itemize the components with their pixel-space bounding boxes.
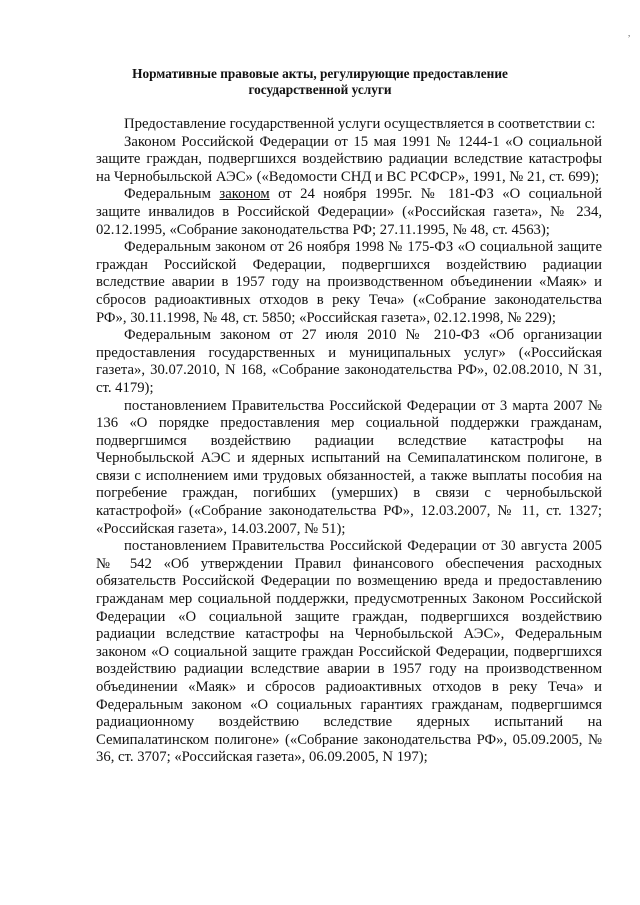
resolution-136-paragraph: постановлением Правительства Российской Федерации от 3 марта 2007 № 136 «О порядке предоставления мер социальной поддержки гражданам, подвергшимся воздействию радиации вследствие катастрофы на Чернобыльской АЭС и ядерных испытаний на Семипалатинском полигоне, в связи с исполнением ими трудовых обязанностей, а также выплаты пособия на погребение граждан, погибших (умерших) в связи с чернобыльской катастрофой» («Собрание законодательства РФ», 12.03.2007, № 11, ст. 1327; «Российская газета», 14.03.2007, № 51); — [96, 397, 602, 537]
title-line-2: государственной услуги — [248, 82, 392, 97]
law-link[interactable]: законом — [219, 186, 270, 203]
law-1244-1-paragraph: Законом Российской Федерации от 15 мая 1991 № 1244-1 «О социальной защите граждан, подвергшихся воздействию радиации вследствие катастрофы на Чернобыльской АЭС» («Ведомости СНД и ВС РСФСР», 1991, № 21, ст. 699); — [96, 133, 602, 185]
intro-paragraph: Предоставление государственной услуги осуществляется в соответствии с: — [124, 116, 596, 132]
document-title — [96, 66, 544, 98]
law-181-fz-text-start: Федеральным — [124, 186, 220, 203]
law-181-fz-paragraph — [96, 186, 602, 239]
corner-mark: , — [628, 28, 631, 38]
law-175-fz-paragraph: Федеральным законом от 26 ноября 1998 № 175-ФЗ «О социальной защите граждан Российской Федерации, подвергшихся воздействию радиации вследствие аварии в 1957 году на производственном объединении «Маяк» и сбросов радиоактивных отходов в реку Теча» («Собрание законодательства РФ», 30.11.1998, № 48, ст. 5850; «Российская газета», 02.12.1998, № 229); — [96, 239, 602, 326]
law-181-fz-text-end: от 24 ноября 1995г. № 181-ФЗ «О социальной защите инвалидов в Российской Федерации» («Российская газета», № 234, 02.12.1995, «Собрание законодательства РФ; 27.11.1995, № 48, ст. 4563); — [96, 186, 603, 238]
resolution-542-paragraph: постановлением Правительства Российской Федерации от 30 августа 2005 № 542 «Об утверждении Правил финансового обеспечения расходных обязательств Российской Федерации по возмещению вреда и предоставлению гражданам мер социальной поддержки, предусмотренных Законом Российской Федерации «О социальной защите граждан, подвергшихся воздействию радиации вследствие катастрофы на Чернобыльской АЭС», Федеральным законом «О социальной защите граждан Российской Федерации, подвергшихся воздействию радиации вследствие аварии в 1957 году на производственном объединении «Маяк» и сбросов радиоактивных отходов в реку Теча» и Федеральным законом «О социальных гарантиях гражданам, подвергшимся радиационному воздействию вследствие ядерных испытаний на Семипалатинском полигоне» («Собрание законодательства РФ», 05.09.2005, № 36, ст. 3707; «Российская газета», 06.09.2005, N 197); — [96, 538, 602, 766]
law-210-fz-paragraph: Федеральным законом от 27 июля 2010 № 210-ФЗ «Об организации предоставления государственных и муниципальных услуг» («Российская газета», 30.07.2010, N 168, «Собрание законодательства РФ», 02.08.2010, N 31, ст. 4179); — [96, 327, 602, 396]
title-line-1: Нормативные правовые акты, регулирующие предоставление — [132, 66, 508, 81]
document-body — [96, 116, 602, 767]
